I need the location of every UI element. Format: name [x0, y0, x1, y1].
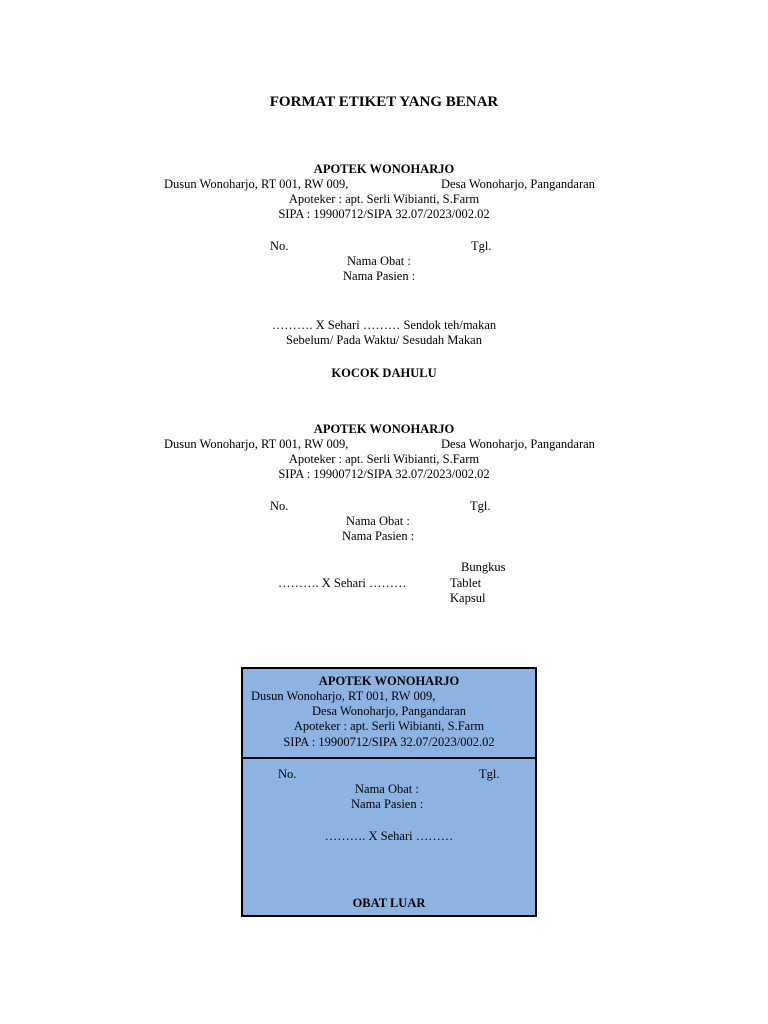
pharmacy-name: APOTEK WONOHARJO: [313, 422, 455, 436]
pharmacist-name: Apoteker : apt. Serli Wibianti, S.Farm: [288, 192, 480, 206]
timing-line: Sebelum/ Pada Waktu/ Sesudah Makan: [286, 333, 482, 347]
pharmacy-name: APOTEK WONOHARJO: [318, 674, 460, 688]
address-right: Desa Wonoharjo, Pangandaran: [441, 437, 595, 451]
patient-name-label: Nama Pasien :: [342, 529, 415, 543]
date-field-label: Tgl.: [470, 499, 491, 513]
address-left: Dusun Wonoharjo, RT 001, RW 009,: [164, 437, 349, 451]
divider-line: [243, 757, 535, 759]
pharmacy-name: APOTEK WONOHARJO: [313, 162, 455, 176]
dosage-line: ………. X Sehari ……… Sendok teh/makan: [271, 318, 497, 332]
instruction-text: OBAT LUAR: [352, 896, 426, 910]
form-option-tablet: Tablet: [450, 576, 482, 590]
address-left: Dusun Wonoharjo, RT 001, RW 009,: [251, 689, 436, 703]
patient-name-label: Nama Pasien :: [343, 269, 416, 283]
address-right: Desa Wonoharjo, Pangandaran: [441, 177, 595, 191]
address-left: Dusun Wonoharjo, RT 001, RW 009,: [164, 177, 349, 191]
drug-name-label: Nama Obat :: [346, 514, 410, 528]
number-field-label: No.: [270, 239, 289, 253]
instruction-text: KOCOK DAHULU: [331, 366, 437, 380]
drug-name-label: Nama Obat :: [347, 254, 411, 268]
dosage-line: ………. X Sehari ………: [324, 829, 454, 843]
form-option-kapsul: Kapsul: [450, 591, 486, 605]
pharmacist-name: Apoteker : apt. Serli Wibianti, S.Farm: [293, 719, 485, 733]
date-field-label: Tgl.: [471, 239, 492, 253]
number-field-label: No.: [270, 499, 289, 513]
sipa-number: SIPA : 19900712/SIPA 32.07/2023/002.02: [278, 207, 490, 221]
dosage-line: ………. X Sehari ………: [278, 576, 407, 590]
date-field-label: Tgl.: [479, 767, 500, 781]
label-obat-luar: [241, 667, 537, 917]
address-right: Desa Wonoharjo, Pangandaran: [312, 704, 466, 718]
drug-name-label: Nama Obat :: [355, 782, 419, 796]
sipa-number: SIPA : 19900712/SIPA 32.07/2023/002.02: [283, 735, 495, 749]
pharmacist-name: Apoteker : apt. Serli Wibianti, S.Farm: [288, 452, 480, 466]
page-title: FORMAT ETIKET YANG BENAR: [269, 94, 499, 110]
patient-name-label: Nama Pasien :: [351, 797, 424, 811]
sipa-number: SIPA : 19900712/SIPA 32.07/2023/002.02: [278, 467, 490, 481]
number-field-label: No.: [278, 767, 297, 781]
form-option-bungkus: Bungkus: [461, 560, 506, 574]
